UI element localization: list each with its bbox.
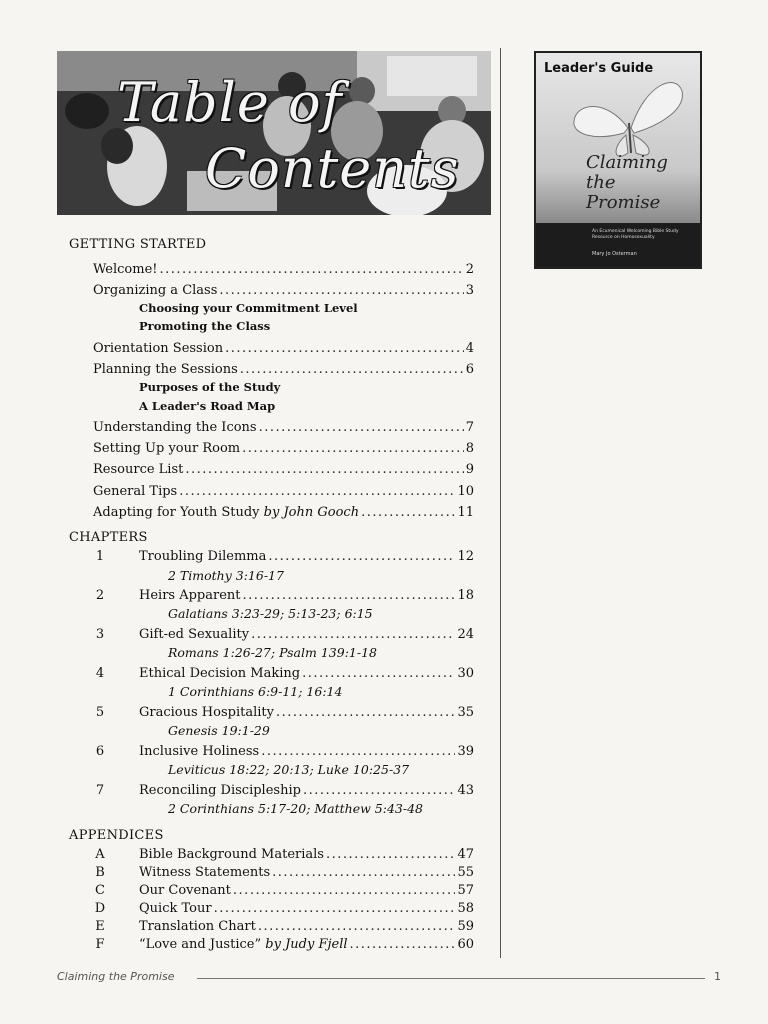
chapter-entry[interactable] <box>139 705 474 720</box>
appendix-title: “Love and Justice” <box>139 937 262 952</box>
toc-entry[interactable] <box>93 462 474 477</box>
chapter-number: 4 <box>95 666 105 681</box>
dot-leader <box>233 883 456 898</box>
section-heading: APPENDICES <box>69 828 164 843</box>
appendix-page: 59 <box>457 919 474 934</box>
dot-leader <box>225 341 464 356</box>
footer-title: Claiming the Promise <box>57 970 175 983</box>
chapter-number: 7 <box>95 783 105 798</box>
chapter-entry[interactable] <box>139 627 474 642</box>
appendix-entry[interactable] <box>139 901 474 916</box>
appendix-entry[interactable] <box>139 919 474 934</box>
chapter-entry[interactable] <box>139 588 474 603</box>
toc-entry[interactable] <box>93 441 474 456</box>
appendix-entry[interactable] <box>139 937 474 952</box>
appendix-letter: C <box>95 883 105 898</box>
appendix-title: Our Covenant <box>139 883 231 898</box>
toc-entry[interactable] <box>93 505 474 520</box>
chapter-page: 39 <box>457 744 474 759</box>
dot-leader <box>160 262 464 277</box>
chapter-page: 43 <box>457 783 474 798</box>
chapter-title: Gift-ed Sexuality <box>139 627 250 642</box>
appendix-letter: E <box>95 919 105 934</box>
book-title-line: the <box>586 172 616 193</box>
toc-entry-label: Resource List <box>93 462 184 477</box>
appendix-letter: F <box>95 937 105 952</box>
toc-entry[interactable] <box>93 420 474 435</box>
chapter-verse: 2 Corinthians 5:17-20; Matthew 5:43-48 <box>168 801 424 816</box>
chapter-page: 12 <box>457 549 474 564</box>
appendix-entry[interactable] <box>139 865 474 880</box>
toc-entry-page: 11 <box>457 505 474 520</box>
dot-leader <box>361 505 455 520</box>
toc-entry-label: General Tips <box>93 484 178 499</box>
book-header: Leader's Guide <box>544 61 654 76</box>
toc-subitem: Purposes of the Study <box>139 380 281 394</box>
appendix-byline: by Judy Fjell <box>265 937 348 952</box>
chapter-number: 5 <box>95 705 105 720</box>
toc-entry-page: 9 <box>465 462 474 477</box>
toc-entry-page: 3 <box>465 283 474 298</box>
chapter-number: 3 <box>95 627 105 642</box>
toc-subitem: Choosing your Commitment Level <box>139 301 358 315</box>
page-title-line1: Table of <box>117 71 343 134</box>
dot-leader <box>261 744 455 759</box>
appendix-page: 47 <box>457 847 474 862</box>
appendix-page: 58 <box>457 901 474 916</box>
appendix-title: Translation Chart <box>139 919 256 934</box>
appendix-title: Witness Statements <box>139 865 271 880</box>
dot-leader <box>302 666 455 681</box>
toc-entry[interactable] <box>93 262 474 277</box>
chapter-title: Gracious Hospitality <box>139 705 274 720</box>
chapter-number: 1 <box>95 549 105 564</box>
footer-page-number: 1 <box>714 970 721 983</box>
page-title-line2: Contents <box>205 137 460 200</box>
book-title-line: Promise <box>586 192 661 213</box>
chapter-number: 2 <box>95 588 105 603</box>
toc-entry-page: 10 <box>457 484 474 499</box>
chapter-title: Troubling Dilemma <box>139 549 267 564</box>
toc-entry-label: Planning the Sessions <box>93 362 238 377</box>
appendix-title-wrap <box>139 937 348 952</box>
toc-entry-label: Organizing a Class <box>93 283 218 298</box>
chapter-page: 18 <box>457 588 474 603</box>
chapter-page: 24 <box>457 627 474 642</box>
chapter-page: 35 <box>457 705 474 720</box>
toc-entry[interactable] <box>93 484 474 499</box>
chapter-entry[interactable] <box>139 666 474 681</box>
chapter-entry[interactable] <box>139 783 474 798</box>
toc-entry-label: Welcome! <box>93 262 158 277</box>
dot-leader <box>185 462 463 477</box>
footer-rule <box>197 978 705 979</box>
book-subtitle: An Ecumenical Welcoming Bible Study Resource on Homosexuality <box>592 229 679 240</box>
appendix-letter: A <box>95 847 105 862</box>
chapter-entry[interactable] <box>139 744 474 759</box>
chapter-verse: 1 Corinthians 6:9-11; 16:14 <box>168 684 343 699</box>
toc-entry-page: 4 <box>465 341 474 356</box>
page-footer <box>57 970 721 990</box>
chapter-title: Inclusive Holiness <box>139 744 260 759</box>
dot-leader <box>350 937 456 952</box>
toc-entry-page: 6 <box>465 362 474 377</box>
chapter-verse: 2 Timothy 3:16-17 <box>168 568 284 583</box>
toc-entry-label: Orientation Session <box>93 341 224 356</box>
book-cover <box>534 51 702 269</box>
toc-entry-page: 2 <box>465 262 474 277</box>
column-divider <box>500 48 501 958</box>
dot-leader <box>276 705 455 720</box>
dot-leader <box>240 362 464 377</box>
toc-subitem: Promoting the Class <box>139 319 271 333</box>
dot-leader <box>251 627 455 642</box>
toc-entry-label: Setting Up your Room <box>93 441 241 456</box>
chapter-page: 30 <box>457 666 474 681</box>
toc-entry-label <box>93 505 359 520</box>
dot-leader <box>326 847 455 862</box>
appendix-title: Bible Background Materials <box>139 847 324 862</box>
dot-leader <box>259 420 464 435</box>
toc-entry-title: Adapting for Youth Study <box>93 505 260 520</box>
section-heading: GETTING STARTED <box>69 237 207 252</box>
header-photo <box>57 51 491 215</box>
dot-leader <box>214 901 456 916</box>
toc-entry-page: 8 <box>465 441 474 456</box>
chapter-number: 6 <box>95 744 105 759</box>
chapter-verse: Genesis 19:1-29 <box>168 723 270 738</box>
toc-entry[interactable] <box>93 362 474 377</box>
chapter-title: Heirs Apparent <box>139 588 241 603</box>
book-title <box>586 153 668 213</box>
chapter-verse: Galatians 3:23-29; 5:13-23; 6:15 <box>168 606 373 621</box>
appendix-entry[interactable] <box>139 883 474 898</box>
chapter-verse: Leviticus 18:22; 20:13; Luke 10:25-37 <box>168 762 410 777</box>
toc-entry[interactable] <box>93 341 474 356</box>
book-title-line: Claiming <box>586 152 668 173</box>
appendix-page: 57 <box>457 883 474 898</box>
section-heading: CHAPTERS <box>69 530 148 545</box>
dot-leader <box>243 588 456 603</box>
dot-leader <box>179 484 455 499</box>
toc-entry-label: Understanding the Icons <box>93 420 257 435</box>
dot-leader <box>303 783 456 798</box>
appendix-letter: D <box>94 901 106 916</box>
appendix-letter: B <box>95 865 105 880</box>
appendix-title: Quick Tour <box>139 901 212 916</box>
appendix-page: 60 <box>457 937 474 952</box>
toc-entry-byline: by John Gooch <box>263 505 360 520</box>
chapter-title: Reconciling Discipleship <box>139 783 301 798</box>
appendix-entry[interactable] <box>139 847 474 862</box>
dot-leader <box>268 549 455 564</box>
chapter-entry[interactable] <box>139 549 474 564</box>
appendix-page: 55 <box>457 865 474 880</box>
book-author: Mary Jo Osterman <box>592 251 637 257</box>
toc-subitem: A Leader's Road Map <box>139 399 276 413</box>
chapter-title: Ethical Decision Making <box>139 666 301 681</box>
chapter-verse: Romans 1:26-27; Psalm 139:1-18 <box>168 645 377 660</box>
dot-leader <box>258 919 456 934</box>
dot-leader <box>242 441 464 456</box>
toc-entry[interactable] <box>93 283 474 298</box>
dot-leader <box>272 865 455 880</box>
toc-entry-page: 7 <box>465 420 474 435</box>
dot-leader <box>219 283 463 298</box>
